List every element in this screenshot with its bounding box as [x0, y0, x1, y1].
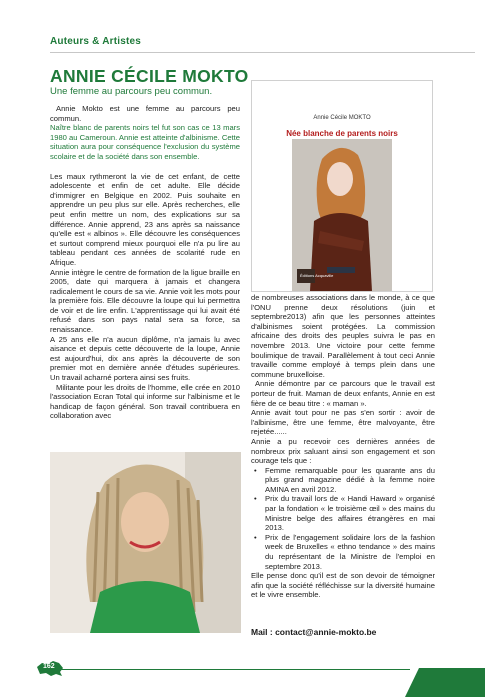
list-item: • Femme remarquable pour les quarante ans du plus grand magazine dédié à la femme noire AMINA en avril 2012.: [251, 466, 435, 495]
footer-accent: [405, 668, 485, 697]
spacer: [50, 162, 240, 172]
right-column: [251, 293, 435, 600]
article-subtitle: Une femme au parcours peu commun.: [50, 86, 213, 97]
paragraph: Militante pour les droits de l'homme, elle crée en 2010 l'association Ecran Total qui informe sur l'albinisme et le handicap de façon général. Son travail contribuera en collaboration avec: [50, 382, 240, 421]
contact-email[interactable]: Mail : contact@annie-mokto.be: [251, 627, 377, 637]
intro-highlight: Naître blanc de parents noirs tel fut son cas ce 13 mars 1980 au Cameroun. Annie est atteinte d'albinisme. Cette situation aura pour conséquence l'exclusion du système scolaire et de la société dans son ensemble.: [50, 123, 240, 161]
book-cover: [251, 80, 433, 292]
book-author: Annie Cécile MOKTO: [313, 115, 371, 121]
paragraph: de nombreuses associations dans le monde, à ce que l'ONU prenne deux résolutions (juin et septembre2013) afin que les personnes atteintes d'albinismes soient protégées. La commission africaine des droits des peuples suivra le pas en novembre 2013. Une victoire pour cette femme boulimique de travail. Parallèlement à tout ceci Annie travaille comme employé à temps plein dans une commune bruxelloise.: [251, 293, 435, 379]
page-number: 162: [43, 663, 55, 670]
paragraph: Annie démontre par ce parcours que le travail est porteur de fruit. Maman de deux enfants, Annie en est fière de ce beau titre : « maman ».: [251, 379, 435, 408]
prize-list: [251, 466, 435, 572]
page-number-badge: [36, 660, 64, 677]
paragraph: Elle pense donc qu'il est de son devoir de témoigner afin que la société réfléchisse sur la diversité humaine et le vivre ensemble.: [251, 571, 435, 600]
section-label: Auteurs & Artistes: [50, 36, 142, 47]
portrait-photo: [50, 452, 241, 633]
book-title: Née blanche de parents noirs: [286, 129, 398, 138]
header-divider: [50, 52, 475, 53]
list-item: • Prix du travail lors de « Handi Haward » organisé par la fondation « le troisième œil » des mains du Ministre belge des affaires étrangères en mai 2013.: [251, 494, 435, 532]
paragraph: A 25 ans elle n'a aucun diplôme, n'a jamais lu avec aisance et depuis cette découverte de la loupe, Annie est aujourd'hui, dix ans après la découverte de son premier mot en dernière année d'études supérieures. Un travail acharné portera ainsi ses fruits.: [50, 334, 240, 383]
intro-line: Annie Mokto est une femme au parcours peu commun.: [50, 104, 240, 123]
list-item: • Prix de l'engagement solidaire lors de la fashion week de Bruxelles « ethno tendance » des mains du représentant de la Ministre de l'emploi en septembre 2013.: [251, 533, 435, 571]
left-column: [50, 104, 240, 421]
portrait-illustration: [50, 452, 241, 633]
paragraph: Annie a pu recevoir ces dernières années de nombreux prix saluant ainsi son engagement et son courage tels que :: [251, 436, 435, 466]
cover-portrait-illustration: [252, 81, 432, 291]
paragraph: Annie avait tout pour ne pas s'en sortir : avoir de l'albinisme, être une femme, être malvoyante, être rejetée......: [251, 408, 435, 437]
paragraph: Les maux rythmeront la vie de cet enfant, de cette adolescente et enfin de cet adulte. Elle décide d'immigrer en Belgique en 2002. Puis souhaite en apprendre un peu plus sur elle. Après recherches, elle peut enfin mettre un nom, des explications sur sa différence. Annie apprend, 23 ans après sa naissance qu'elle est « albinos ». Elle découvre les conséquences et surtout comprend mieux pourquoi elle n'a pu lire au tableau pendant ces années de scolarité rude en Afrique.: [50, 171, 240, 267]
footer-rule: [40, 669, 410, 670]
article-title: ANNIE CÉCILE MOKTO: [50, 66, 249, 86]
paragraph: Annie intègre le centre de formation de la ligue braille en 2005, date qui marquera à jamais et changera radicalement le cours de sa vie. Annie voit les mots pour la première fois. Elle découvre la loupe qui lui permettra de voir et de lire enfin. L'apprentissage qui lui avait été refusé dans son pays natal sera sa force, sa renaissance.: [50, 267, 240, 335]
book-publisher: Éditions Acquaville: [300, 273, 334, 278]
